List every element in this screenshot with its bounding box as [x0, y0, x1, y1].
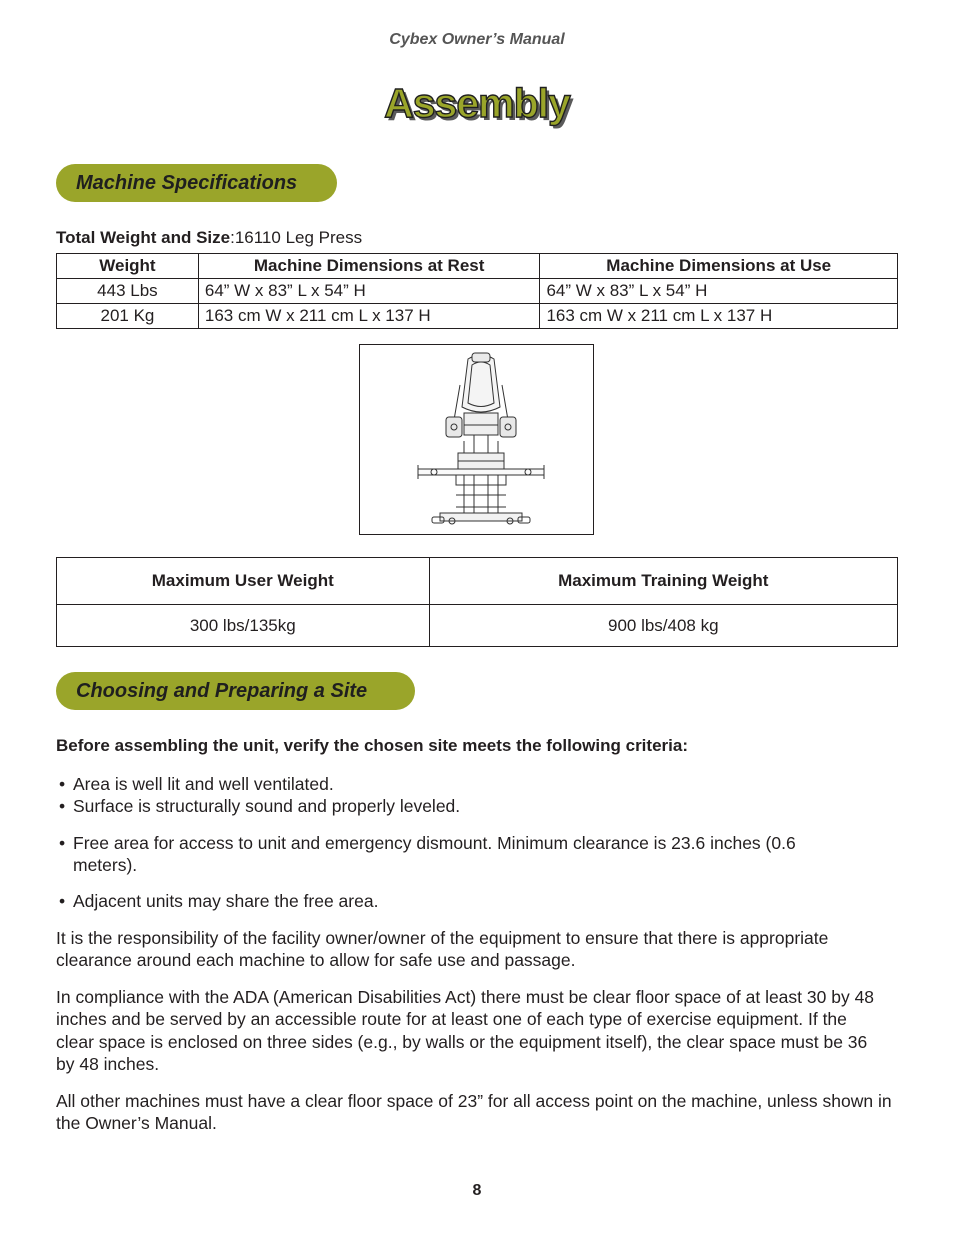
total-weight-label: Total Weight and Size	[56, 228, 231, 247]
value-maximum-training-weight: 900 lbs/408 kg	[429, 605, 897, 647]
list-item: • Free area for access to unit and emergency dismount. Minimum clearance is 23.6 inches (0.6 meters).	[56, 832, 826, 876]
list-item: • Surface is structurally sound and properly leveled.	[56, 795, 896, 817]
leg-press-drawing	[360, 345, 592, 533]
running-header: Cybex Owner’s Manual	[389, 31, 565, 48]
spec-cell-use: 163 cm W x 211 cm L x 137 H	[540, 304, 898, 329]
total-weight-value: :16110 Leg Press	[230, 228, 363, 247]
table-row	[57, 605, 898, 647]
spec-header-dimensions-rest: Machine Dimensions at Rest	[198, 254, 540, 279]
table-row	[57, 304, 898, 329]
leg-press-illustration	[359, 344, 594, 535]
spec-header-dimensions-use: Machine Dimensions at Use	[540, 254, 898, 279]
bullet-list	[56, 890, 896, 912]
page-number: 8	[472, 1182, 482, 1199]
total-weight-and-size	[56, 228, 362, 248]
spec-cell-weight: 201 Kg	[57, 304, 199, 329]
value-maximum-user-weight: 300 lbs/135kg	[57, 605, 430, 647]
section-heading-machine-specifications: Machine Specifications	[56, 164, 337, 202]
paragraph-other-machines: All other machines must have a clear floor space of 23” for all access point on the machine, unless shown in the Owner’s Manual.	[56, 1091, 892, 1134]
user-weight-table	[56, 557, 898, 647]
spec-cell-rest: 64” W x 83” L x 54” H	[198, 279, 540, 304]
list-item: • Area is well lit and well ventilated.	[56, 773, 896, 795]
paragraph-ada: In compliance with the ADA (American Disabilities Act) there must be clear floor space of at least 30 by 48 inches and be served by an accessible route for at least one of each type of exercise equipment. If the clear space is enclosed on three sides (e.g., by walls or the equipment itself), the clear space must be 36 by 48 inches.	[56, 987, 875, 1075]
spec-cell-weight: 443 Lbs	[57, 279, 199, 304]
spec-header-weight: Weight	[57, 254, 199, 279]
section-heading-choosing-site: Choosing and Preparing a Site	[56, 672, 415, 710]
spec-table-header-row	[57, 254, 898, 279]
spec-table	[56, 253, 898, 329]
user-table-header-row	[57, 558, 898, 605]
list-item: • Adjacent units may share the free area.	[56, 890, 896, 912]
site-criteria-intro: Before assembling the unit, verify the chosen site meets the following criteria:	[56, 736, 688, 755]
header-maximum-user-weight: Maximum User Weight	[57, 558, 430, 605]
bullet-list	[56, 773, 896, 817]
bullet-list	[56, 832, 826, 876]
header-maximum-training-weight: Maximum Training Weight	[429, 558, 897, 605]
spec-cell-rest: 163 cm W x 211 cm L x 137 H	[198, 304, 540, 329]
table-row	[57, 279, 898, 304]
paragraph-clearance: It is the responsibility of the facility owner/owner of the equipment to ensure that there is appropriate clearance around each machine to allow for safe use and passage.	[56, 928, 829, 971]
spec-cell-use: 64” W x 83” L x 54” H	[540, 279, 898, 304]
page-title: Assembly	[384, 80, 570, 126]
